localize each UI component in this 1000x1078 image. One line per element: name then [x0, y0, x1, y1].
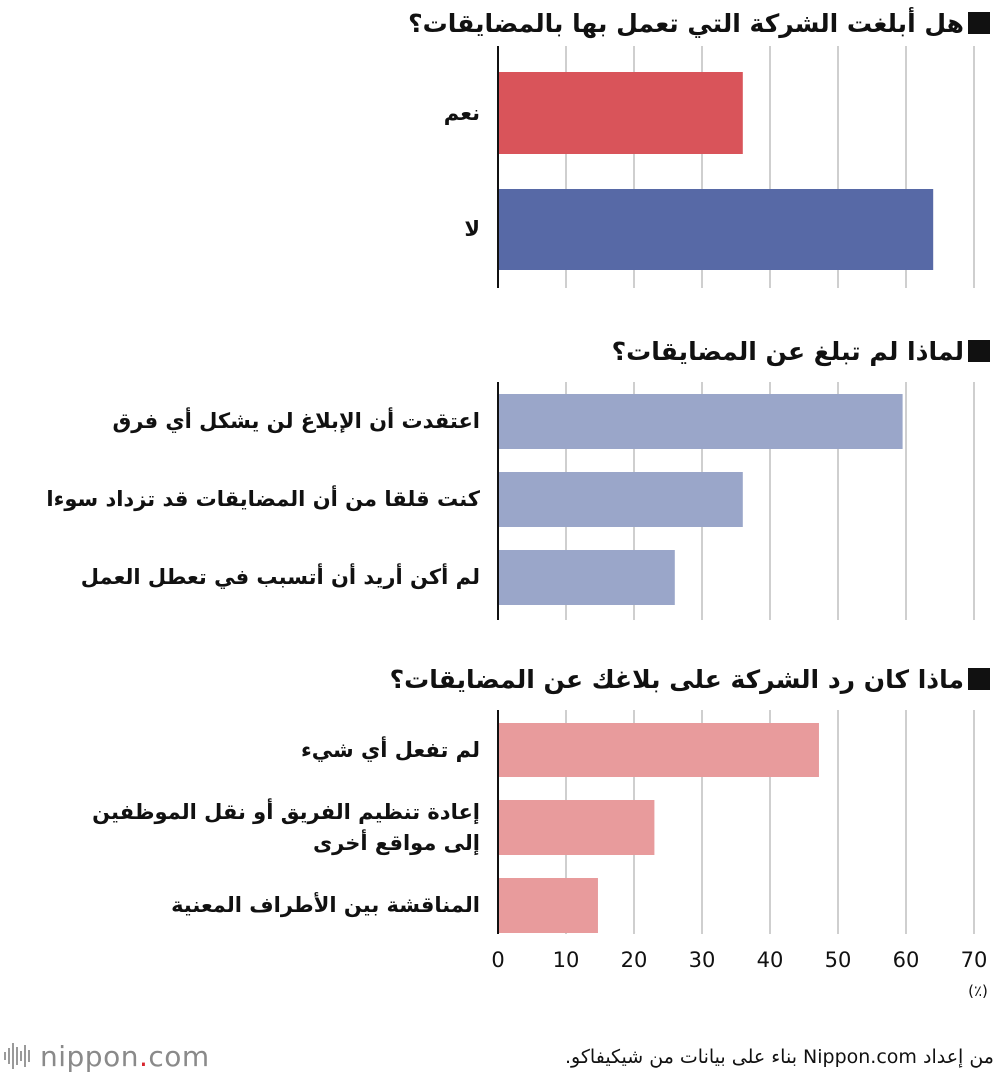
x-tick-label: 10 — [552, 948, 580, 972]
chart-title-2 — [612, 334, 990, 368]
bar — [498, 723, 819, 777]
bar — [498, 189, 933, 270]
category-label-line: إلى مواقع أخرى — [312, 830, 480, 855]
x-tick-label: 40 — [756, 948, 784, 972]
category-label — [0, 878, 480, 933]
chart-title-text: لماذا لم تبلغ عن المضايقات؟ — [611, 336, 964, 366]
bar — [498, 394, 903, 449]
x-tick-label: 50 — [824, 948, 852, 972]
category-label — [0, 394, 480, 449]
category-label-line: نعم — [443, 100, 480, 125]
bar — [498, 72, 743, 154]
logo-text: nippon.com — [40, 1039, 210, 1073]
category-label — [0, 550, 480, 605]
chart-title-1 — [408, 6, 990, 40]
category-label-line: لم تفعل أي شيء — [301, 737, 480, 762]
bar — [498, 550, 675, 605]
category-label — [0, 72, 480, 154]
category-label-line: اعتقدت أن الإبلاغ لن يشكل أي فرق — [112, 409, 480, 433]
chart-title-text: ماذا كان رد الشركة على بلاغك عن المضايقات؟ — [389, 664, 964, 694]
chart-title-3 — [390, 662, 990, 696]
category-label — [0, 472, 480, 527]
category-label-line: المناقشة بين الأطراف المعنية — [171, 893, 480, 917]
square-bullet-icon — [968, 340, 990, 362]
bar — [498, 878, 598, 933]
x-tick-label: 30 — [688, 948, 716, 972]
sound-wave-icon — [4, 1043, 30, 1069]
category-label-line: لم أكن أريد أن أتسبب في تعطل العمل — [80, 565, 480, 589]
bar — [498, 800, 654, 855]
bar — [498, 472, 743, 527]
source-credit: من إعداد Nippon.com بناء على بيانات من شيكيفاكو. — [565, 1046, 994, 1068]
axis-unit: (٪) — [968, 982, 988, 1000]
category-label — [0, 800, 480, 855]
x-tick-label: 20 — [620, 948, 648, 972]
category-label — [0, 189, 480, 270]
bars — [498, 72, 933, 933]
chart-title-text: هل أبلغت الشركة التي تعمل بها بالمضايقات؟ — [408, 8, 964, 38]
category-label-line: إعادة تنظيم الفريق أو نقل الموظفين — [92, 799, 480, 824]
square-bullet-icon — [968, 12, 990, 34]
category-label — [0, 723, 480, 777]
x-tick-label: 0 — [491, 948, 505, 972]
x-tick-label: 70 — [960, 948, 988, 972]
square-bullet-icon — [968, 668, 990, 690]
category-label-line: لا — [464, 217, 480, 241]
nippon-logo — [4, 1036, 210, 1076]
category-label-line: كنت قلقا من أن المضايقات قد تزداد سوءا — [46, 487, 480, 511]
x-tick-label: 60 — [892, 948, 920, 972]
